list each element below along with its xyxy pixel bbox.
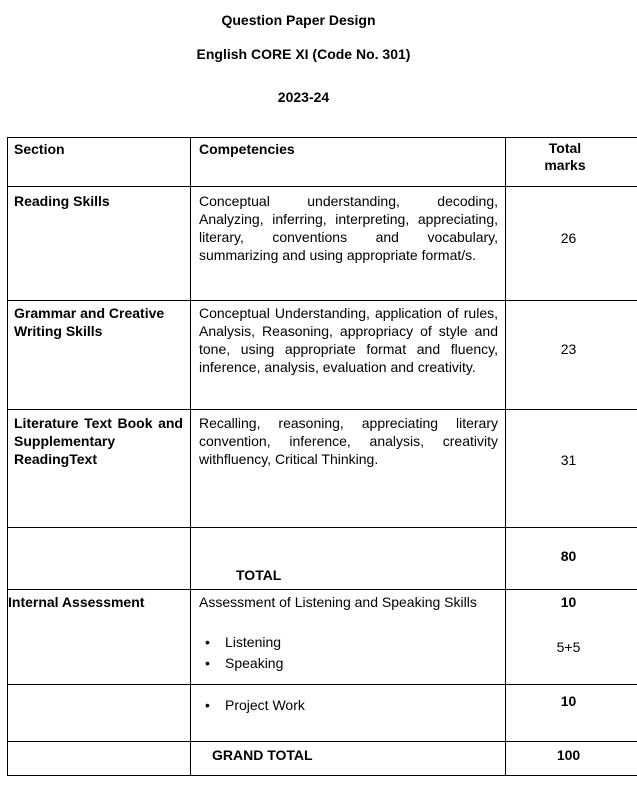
internal-assessment-heading: Assessment of Listening and Speaking Skills [199,594,477,610]
subject-title: English CORE XI (Code No. 301) [196,46,411,62]
competencies-reading: Conceptual understanding, decoding, Analyzing, inferring, interpreting, appreciating, literary, conventions and vocabulary, summarizing and using appropriate format/s. [199,193,498,263]
row-divider [7,186,637,187]
competencies-grammar: Conceptual Understanding, application of rules, Analysis, Reasoning, appropriacy of style and tone, using appropriate format and fluency, inference, analysis, evaluation and creativity. [199,305,498,375]
total-label: TOTAL [236,567,282,583]
row-divider [7,589,637,590]
internal-assessment-marks: 10 [560,594,577,610]
row-divider [7,741,637,742]
grand-total-marks: 100 [556,747,581,763]
listening-speaking-list [199,632,283,674]
year: 2023-24 [277,89,330,105]
row-divider [7,409,637,410]
row-divider [7,527,637,528]
section-literature: Literature Text Book and Supplementary ReadingText [14,415,183,467]
marks-reading: 26 [560,230,577,246]
marks-literature: 31 [560,452,577,468]
section-grammar-writing: Grammar and Creative Writing Skills [14,305,165,339]
section-reading-skills: Reading Skills [14,193,110,209]
project-work-list [199,696,305,714]
header-total-marks: Total marks [544,140,586,173]
list-item-project-work: • Project Work [199,696,305,714]
marks-grammar: 23 [560,341,577,357]
paper-title: Question Paper Design [221,12,376,28]
table-border-bottom [7,775,637,776]
table-border-top [7,137,637,138]
header-competencies: Competencies [199,141,295,157]
list-item-speaking: • Speaking [199,653,283,674]
list-item-listening: • Listening [199,632,283,653]
total-marks: 80 [560,548,577,564]
project-work-marks: 10 [560,693,577,709]
table-border-left [7,137,8,776]
row-divider [7,684,637,685]
competencies-literature: Recalling, reasoning, appreciating literary convention, inference, analysis, creativity withfluency, Critical Thinking. [199,415,498,467]
row-divider [7,300,637,301]
grand-total-label: GRAND TOTAL [212,747,313,763]
column-divider [190,137,191,776]
section-internal-assessment: Internal Assessment [8,594,145,610]
listening-speaking-marks: 5+5 [556,639,581,655]
header-section: Section [14,141,65,157]
